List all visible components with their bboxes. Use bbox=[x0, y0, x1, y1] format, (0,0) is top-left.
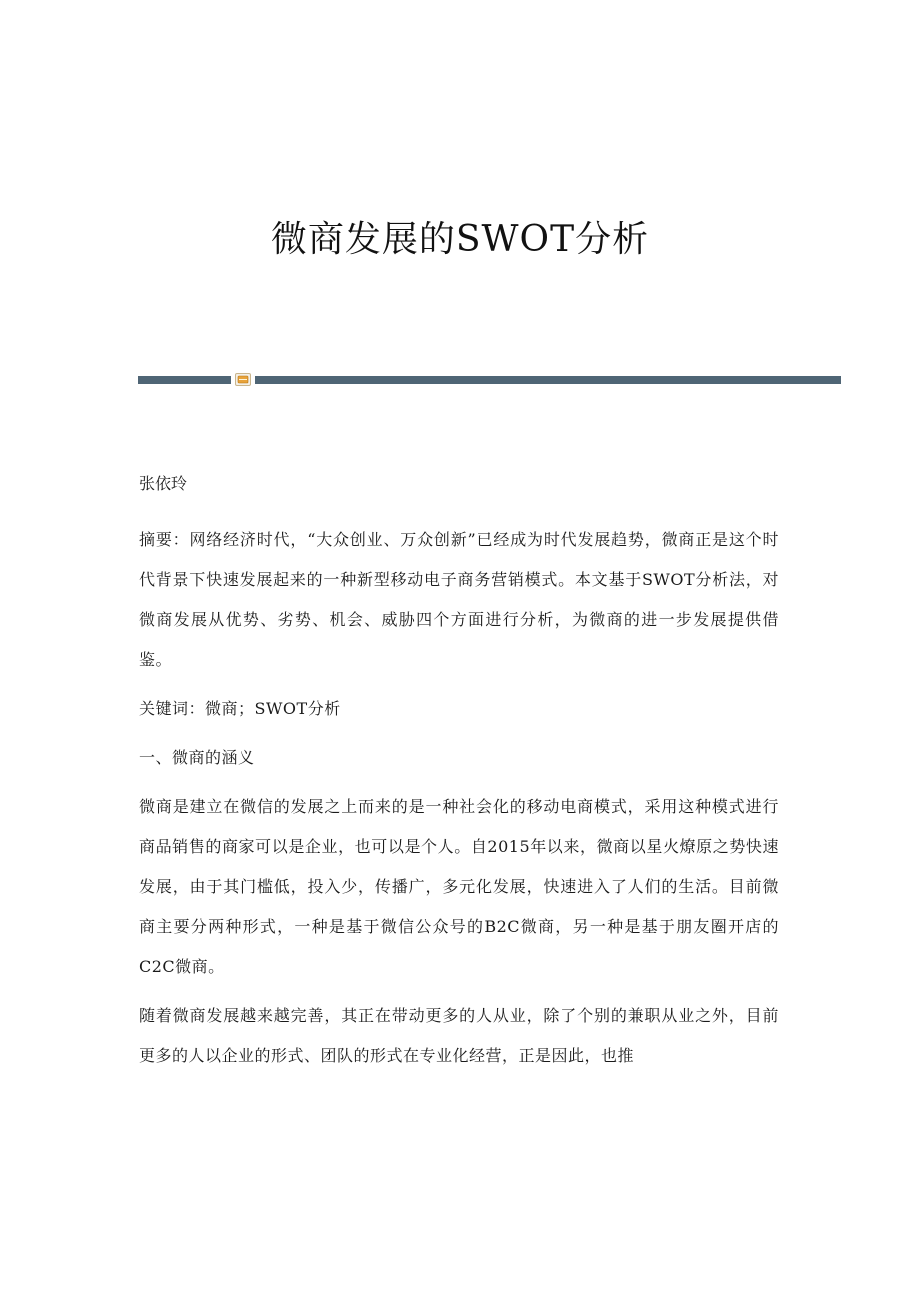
divider-emblem-icon bbox=[235, 373, 251, 386]
keywords-line: 关键词：微商；SWOT分析 bbox=[139, 699, 341, 718]
document-title: 微商发展的SWOT分析 bbox=[270, 219, 650, 260]
author-name: 张依玲 bbox=[139, 474, 188, 493]
title-divider bbox=[138, 373, 841, 387]
document-body bbox=[139, 520, 779, 1085]
abstract-paragraph: 摘要：网络经济时代，“大众创业、万众创新”已经成为时代发展趋势，微商正是这个时代背景下快速发展起来的一种新型移动电子商务营销模式。本文基于SWOT分析法，对微商发展从优势、劣势、机会、威胁四个方面进行分析，为微商的进一步发展提供借鉴。 bbox=[139, 530, 779, 669]
section-heading: 一、微商的涵义 bbox=[139, 748, 255, 767]
divider-bar-right bbox=[255, 376, 841, 384]
body-paragraph: 随着微商发展越来越完善，其正在带动更多的人从业，除了个别的兼职从业之外，目前更多的人以企业的形式、团队的形式在专业化经营，正是因此，也推 bbox=[139, 1006, 779, 1065]
body-paragraph: 微商是建立在微信的发展之上而来的是一种社会化的移动电商模式，采用这种模式进行商品销售的商家可以是企业，也可以是个人。自2015年以来，微商以星火燎原之势快速发展，由于其门槛低，投入少，传播广，多元化发展，快速进入了人们的生活。目前微商主要分两种形式，一种是基于微信公众号的B2C微商，另一种是基于朋友圈开店的C2C微商。 bbox=[139, 797, 779, 976]
divider-bar-left bbox=[138, 376, 231, 384]
